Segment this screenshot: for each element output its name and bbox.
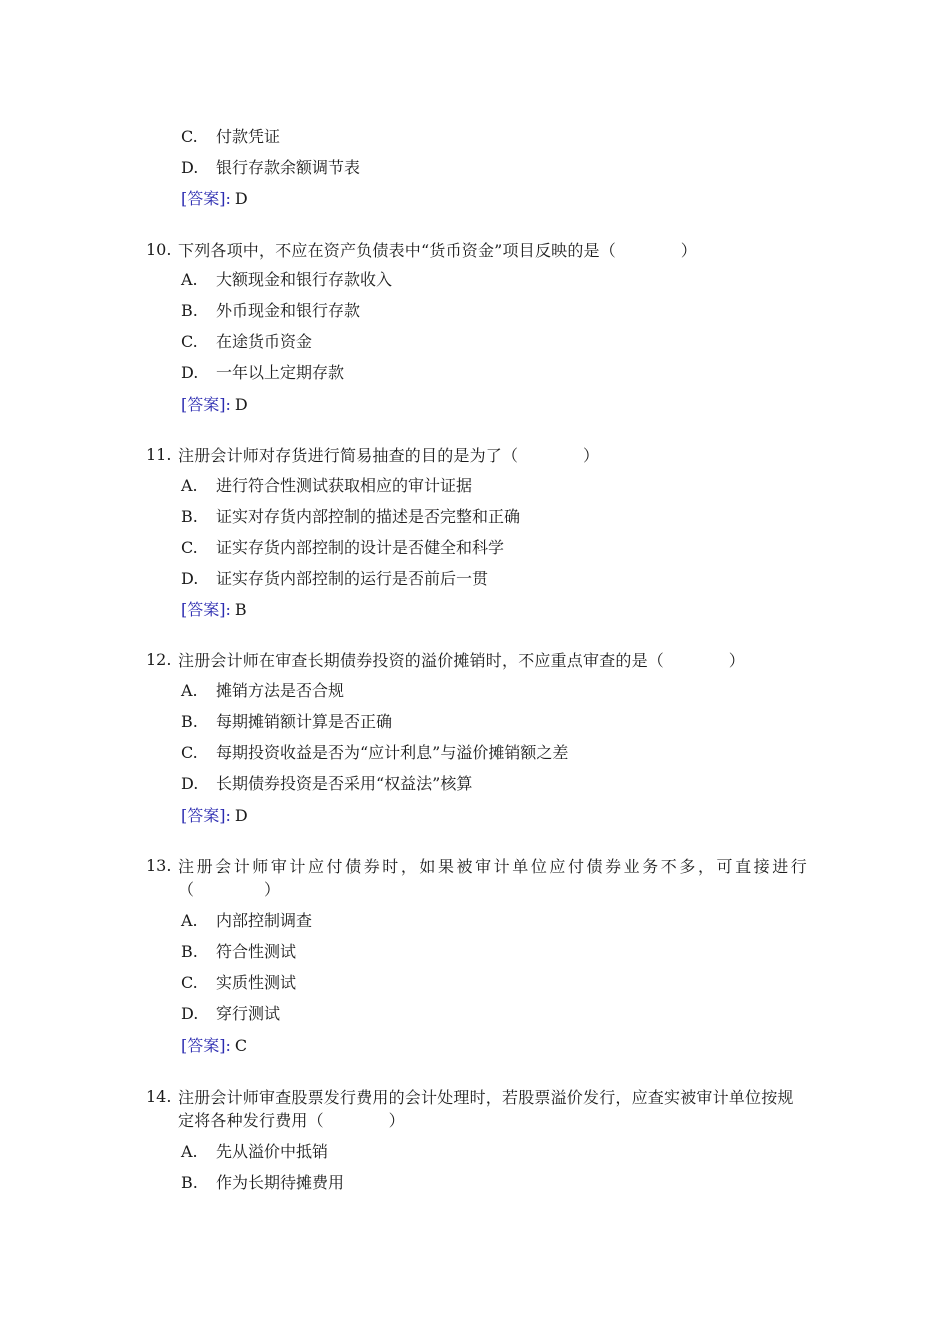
option-text: 证实存货内部控制的设计是否健全和科学 xyxy=(216,538,505,557)
option-letter: D. xyxy=(181,1004,199,1023)
option-letter: D. xyxy=(181,569,199,588)
option-letter: D. xyxy=(181,774,199,793)
option-letter: B. xyxy=(181,942,198,961)
option-text: 证实存货内部控制的运行是否前后一贯 xyxy=(216,569,489,588)
option-text: 证实对存货内部控制的描述是否完整和正确 xyxy=(216,507,521,526)
answer-value: D xyxy=(234,806,248,825)
answer-value: C xyxy=(234,1036,248,1055)
option-letter: B. xyxy=(181,712,198,731)
answer-line xyxy=(181,599,247,621)
question-number: 13. xyxy=(146,856,172,875)
option-text: 外币现金和银行存款 xyxy=(216,301,361,320)
option-letter: A. xyxy=(181,911,198,930)
question-text: 注册会计师对存货进行简易抽查的目的是为了（ ） xyxy=(178,446,600,465)
option-text: 进行符合性测试获取相应的审计证据 xyxy=(216,476,473,495)
option-text: 每期投资收益是否为“应计利息”与溢价摊销额之差 xyxy=(216,743,569,762)
option-text: 先从溢价中抵销 xyxy=(216,1142,329,1161)
option-letter: B. xyxy=(181,507,198,526)
option-letter: A. xyxy=(181,270,198,289)
question-text: 注册会计师审查股票发行费用的会计处理时，若股票溢价发行，应查实被审计单位按规定将各种发行费用（ ） xyxy=(178,1088,794,1130)
option-text: 穿行测试 xyxy=(216,1004,281,1023)
option-letter: C. xyxy=(181,743,198,762)
answer-label: [答案]: xyxy=(181,806,231,825)
question-number: 10. xyxy=(146,240,172,259)
option-letter: B. xyxy=(181,301,198,320)
option-text: 实质性测试 xyxy=(216,973,297,992)
answer-value: D xyxy=(234,189,248,208)
answer-line xyxy=(181,1035,247,1057)
option-text: 长期债券投资是否采用“权益法”核算 xyxy=(216,774,473,793)
option-letter: D. xyxy=(181,158,199,177)
option-text: 作为长期待摊费用 xyxy=(216,1173,345,1192)
answer-line xyxy=(181,394,248,416)
answer-value: B xyxy=(234,600,247,619)
option-text: 内部控制调查 xyxy=(216,911,313,930)
answer-label: [答案]: xyxy=(181,395,231,414)
option-letter: A. xyxy=(181,681,198,700)
option-letter: D. xyxy=(181,363,199,382)
answer-label: [答案]: xyxy=(181,600,231,619)
option-text: 大额现金和银行存款收入 xyxy=(216,270,393,289)
option-letter: C. xyxy=(181,332,198,351)
answer-label: [答案]: xyxy=(181,189,231,208)
question-number: 12. xyxy=(146,650,172,669)
option-letter: C. xyxy=(181,127,198,146)
option-text: 每期摊销额计算是否正确 xyxy=(216,712,393,731)
option-text: 符合性测试 xyxy=(216,942,297,961)
option-letter: B. xyxy=(181,1173,198,1192)
question-text: 下列各项中，不应在资产负债表中“货币资金”项目反映的是（ ） xyxy=(178,241,697,260)
option-text: 一年以上定期存款 xyxy=(216,363,345,382)
option-letter: C. xyxy=(181,538,198,557)
question-text: 注册会计师审计应付债券时，如果被审计单位应付债券业务不多，可直接进行（ ） xyxy=(178,857,808,899)
option-letter: C. xyxy=(181,973,198,992)
question-text: 注册会计师在审查长期债券投资的溢价摊销时，不应重点审查的是（ ） xyxy=(178,651,746,670)
option-letter: A. xyxy=(181,1142,198,1161)
answer-value: D xyxy=(234,395,248,414)
option-text: 付款凭证 xyxy=(216,127,281,146)
option-text: 银行存款余额调节表 xyxy=(216,158,361,177)
question-number: 11. xyxy=(146,445,172,464)
answer-label: [答案]: xyxy=(181,1036,231,1055)
option-text: 摊销方法是否合规 xyxy=(216,681,345,700)
answer-line xyxy=(181,188,248,210)
answer-line xyxy=(181,805,248,827)
option-letter: A. xyxy=(181,476,198,495)
question-number: 14. xyxy=(146,1087,172,1106)
option-text: 在途货币资金 xyxy=(216,332,313,351)
